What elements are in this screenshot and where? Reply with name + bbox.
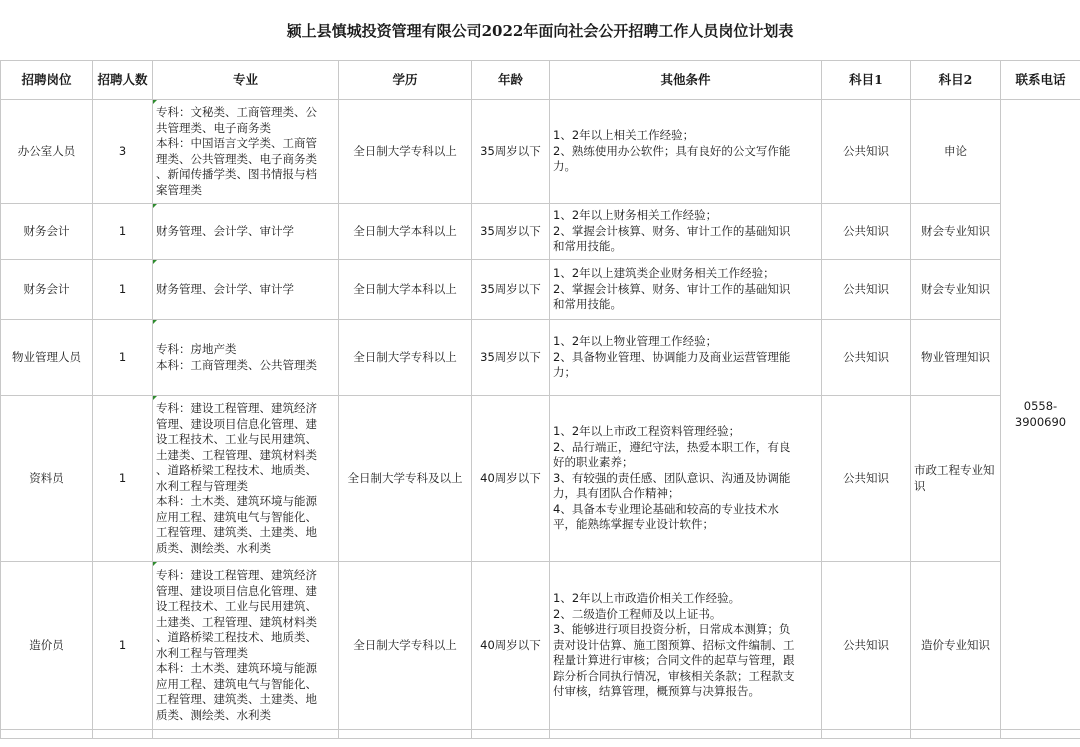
cell-major — [153, 100, 339, 204]
text-line: 质类、测绘类、水利类 — [156, 707, 271, 722]
cell-subject2: 物业管理知识 — [911, 320, 1001, 396]
text-line: 案管理类 — [156, 182, 202, 197]
cell-major — [153, 204, 339, 260]
text-line: 管理、建设项目信息化管理、建 — [156, 583, 317, 598]
text-line: 2、品行端正，遵纪守法，热爱本职工作，有良 — [553, 439, 791, 454]
cell-position: 资料员 — [1, 396, 93, 562]
text-line: 、新闻传播学类、图书情报与档 — [156, 167, 317, 181]
cell-subject1: 公共知识 — [822, 100, 911, 204]
text-line: 2、掌握会计核算、财务、审计工作的基础知识 — [553, 281, 791, 296]
text-line: 1、2年以上相关工作经验； — [553, 128, 695, 143]
cell-education: 全日制大学本科以上 — [339, 260, 472, 320]
text-line: 踪分析合同执行情况，审核相关条款；工程款支 — [553, 668, 795, 683]
blank-cell — [153, 730, 339, 739]
blank-cell — [93, 730, 153, 739]
text-line: 财务管理、会计学、审计学 — [156, 281, 294, 296]
table-row — [1, 320, 1080, 396]
text-line: 水利工程与管理类 — [156, 645, 248, 660]
header-education: 学历 — [339, 61, 472, 100]
cell-subject1: 公共知识 — [822, 562, 911, 730]
header-phone: 联系电话 — [1001, 61, 1080, 100]
cell-position: 造价员 — [1, 562, 93, 730]
recruitment-table — [0, 60, 1080, 739]
text-line: 工程管理、建筑类、土建类、地 — [156, 692, 317, 706]
header-count: 招聘人数 — [93, 61, 153, 100]
text-line: 、道路桥梁工程技术、地质类、 — [156, 463, 317, 477]
cell-subject1: 公共知识 — [822, 204, 911, 260]
blank-cell — [550, 730, 822, 739]
header-position: 招聘岗位 — [1, 61, 93, 100]
text-line: 专科：房地产类 — [156, 342, 237, 356]
cell-age: 35周岁以下 — [472, 100, 550, 204]
text-line: 土建类、工程管理、建筑材料类 — [156, 447, 317, 462]
cell-position: 办公室人员 — [1, 100, 93, 204]
cell-education: 全日制大学专科以上 — [339, 562, 472, 730]
text-line: 4、具备本专业理论基础和较高的专业技术水 — [553, 501, 779, 516]
text-line: 本科：土木类、建筑环境与能源 — [156, 661, 317, 675]
blank-row — [1, 730, 1080, 739]
text-line: 财务管理、会计学、审计学 — [156, 223, 294, 238]
text-line: 1、2年以上财务相关工作经验； — [553, 208, 718, 223]
header-major: 专业 — [153, 61, 339, 100]
table-row — [1, 204, 1080, 260]
cell-count: 1 — [93, 562, 153, 730]
cell-education: 全日制大学专科及以上 — [339, 396, 472, 562]
text-line: 力。 — [553, 159, 576, 174]
cell-phone: 0558-3900690 — [1001, 100, 1080, 730]
text-line: 应用工程、建筑电气与智能化、 — [156, 676, 317, 691]
text-line: 本科：土木类、建筑环境与能源 — [156, 494, 317, 508]
cell-count: 1 — [93, 204, 153, 260]
table-row — [1, 100, 1080, 204]
text-line: 理类、公共管理类、电子商务类 — [156, 151, 317, 166]
header-age: 年龄 — [472, 61, 550, 100]
text-line: 1、2年以上市政工程资料管理经验； — [553, 424, 741, 439]
text-line: 好的职业素养； — [553, 455, 634, 470]
cell-subject2: 财会专业知识 — [911, 260, 1001, 320]
text-line: 3、有较强的责任感、团队意识、沟通及协调能 — [553, 470, 791, 485]
text-line: 专科：建设工程管理、建筑经济 — [156, 568, 317, 582]
text-line: 专科：文秘类、工商管理类、公 — [156, 105, 317, 119]
text-line: 2、二级造价工程师及以上证书。 — [553, 606, 722, 621]
text-line: 本科：工商管理类、公共管理类 — [156, 357, 317, 372]
cell-count: 1 — [93, 260, 153, 320]
cell-subject1: 公共知识 — [822, 320, 911, 396]
text-line: 设工程技术、工业与民用建筑、 — [156, 599, 317, 613]
cell-conditions — [550, 396, 822, 562]
cell-subject2: 市政工程专业知识 — [911, 396, 1001, 562]
cell-position: 财务会计 — [1, 204, 93, 260]
text-line: 专科：建设工程管理、建筑经济 — [156, 401, 317, 415]
table-row — [1, 562, 1080, 730]
text-line: 土建类、工程管理、建筑材料类 — [156, 614, 317, 629]
cell-conditions — [550, 260, 822, 320]
text-line: 责对设计估算、施工图预算、招标文件编制、工 — [553, 637, 795, 652]
header-conditions: 其他条件 — [550, 61, 822, 100]
table-row — [1, 396, 1080, 562]
text-line: 1、2年以上物业管理工作经验； — [553, 334, 718, 349]
text-line: 2、熟练使用办公软件；具有良好的公文写作能 — [553, 143, 791, 158]
blank-cell — [339, 730, 472, 739]
cell-conditions — [550, 562, 822, 730]
cell-subject1: 公共知识 — [822, 396, 911, 562]
header-row — [1, 61, 1080, 100]
cell-subject1: 公共知识 — [822, 260, 911, 320]
cell-count: 1 — [93, 396, 153, 562]
cell-subject2: 财会专业知识 — [911, 204, 1001, 260]
text-line: 共管理类、电子商务类 — [156, 120, 271, 135]
text-line: 和常用技能。 — [553, 239, 622, 254]
text-line: 质类、测绘类、水利类 — [156, 540, 271, 555]
text-line: 付审核，结算管理，概预算与决算报告。 — [553, 684, 760, 699]
text-line: 1、2年以上建筑类企业财务相关工作经验； — [553, 266, 775, 281]
text-line: 3、能够进行项目投资分析，日常成本测算；负 — [553, 622, 791, 637]
header-subject1: 科目1 — [822, 61, 911, 100]
cell-major — [153, 260, 339, 320]
cell-count: 1 — [93, 320, 153, 396]
cell-age: 35周岁以下 — [472, 260, 550, 320]
blank-cell — [911, 730, 1001, 739]
cell-count: 3 — [93, 100, 153, 204]
cell-education: 全日制大学专科以上 — [339, 100, 472, 204]
text-line: 2、具备物业管理、协调能力及商业运营管理能 — [553, 349, 791, 364]
text-line: 平，能熟练掌握专业设计软件； — [553, 517, 714, 532]
table-row — [1, 260, 1080, 320]
text-line: 力； — [553, 365, 576, 380]
text-line: 程量计算进行审核；合同文件的起草与管理，跟 — [553, 653, 795, 668]
cell-conditions — [550, 204, 822, 260]
cell-major — [153, 320, 339, 396]
text-line: 力，具有团队合作精神； — [553, 486, 680, 501]
text-line: 2、掌握会计核算、财务、审计工作的基础知识 — [553, 223, 791, 238]
text-line: 管理、建设项目信息化管理、建 — [156, 416, 317, 431]
cell-education: 全日制大学本科以上 — [339, 204, 472, 260]
blank-cell — [1001, 730, 1080, 739]
text-line: 应用工程、建筑电气与智能化、 — [156, 509, 317, 524]
cell-conditions — [550, 320, 822, 396]
header-subject2: 科目2 — [911, 61, 1001, 100]
text-line: 工程管理、建筑类、土建类、地 — [156, 525, 317, 539]
text-line: 本科：中国语言文学类、工商管 — [156, 136, 317, 150]
blank-cell — [1, 730, 93, 739]
cell-age: 40周岁以下 — [472, 396, 550, 562]
text-line: 设工程技术、工业与民用建筑、 — [156, 432, 317, 446]
cell-major — [153, 562, 339, 730]
cell-education: 全日制大学专科以上 — [339, 320, 472, 396]
blank-cell — [472, 730, 550, 739]
text-line: 水利工程与管理类 — [156, 478, 248, 493]
cell-age: 35周岁以下 — [472, 204, 550, 260]
cell-position: 财务会计 — [1, 260, 93, 320]
text-line: 1、2年以上市政造价相关工作经验。 — [553, 591, 741, 606]
cell-subject2: 申论 — [911, 100, 1001, 204]
blank-cell — [822, 730, 911, 739]
cell-age: 35周岁以下 — [472, 320, 550, 396]
cell-subject2: 造价专业知识 — [911, 562, 1001, 730]
text-line: 和常用技能。 — [553, 297, 622, 312]
cell-position: 物业管理人员 — [1, 320, 93, 396]
cell-conditions — [550, 100, 822, 204]
page-title: 颍上县慎城投资管理有限公司2022年面向社会公开招聘工作人员岗位计划表 — [286, 21, 794, 40]
text-line: 、道路桥梁工程技术、地质类、 — [156, 630, 317, 644]
cell-age: 40周岁以下 — [472, 562, 550, 730]
cell-major — [153, 396, 339, 562]
